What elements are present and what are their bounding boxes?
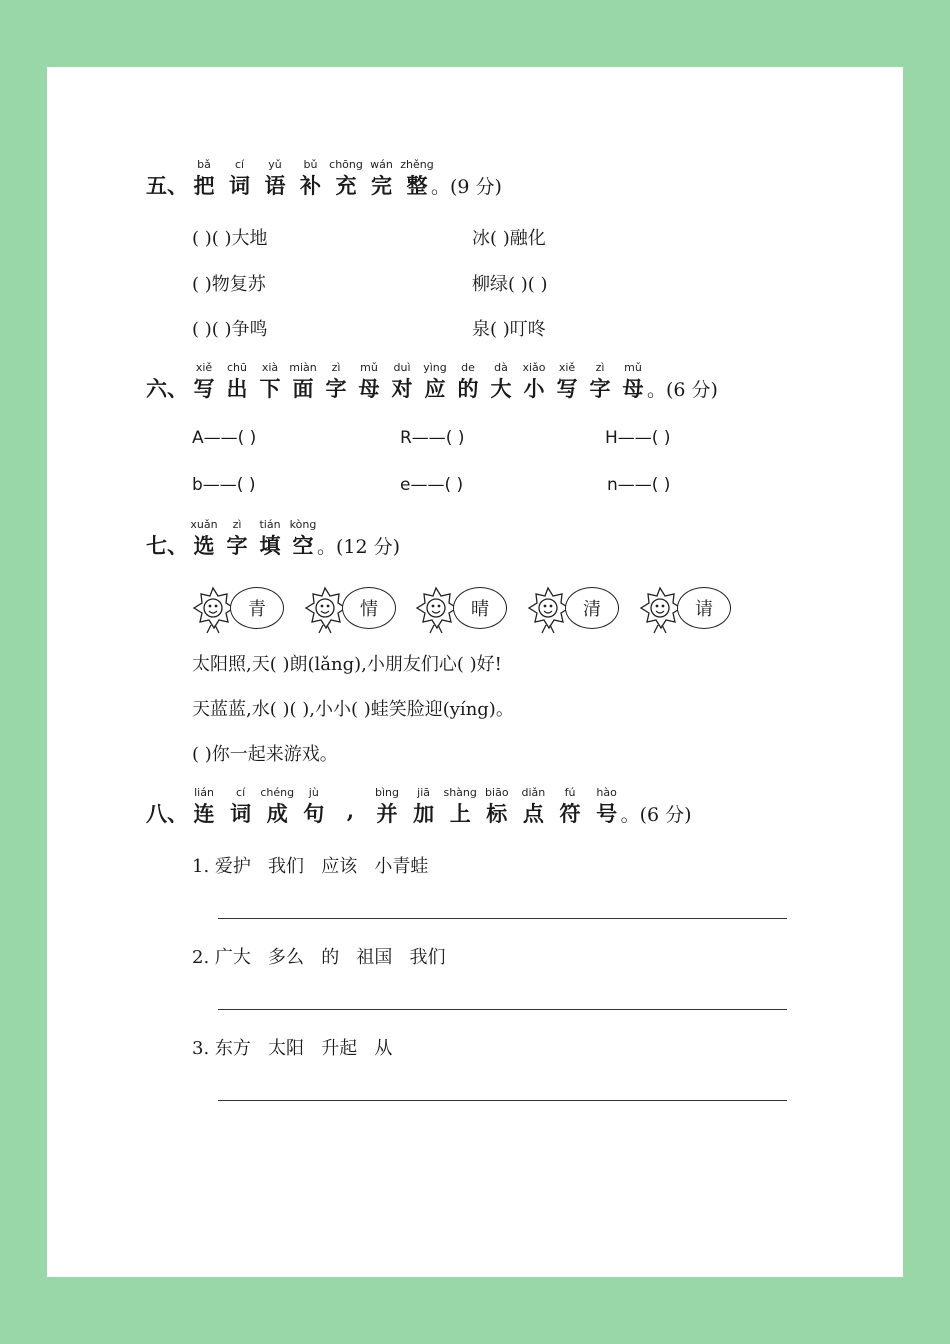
title-char-1: 写 (193, 376, 215, 401)
option-char: 晴 (453, 587, 507, 629)
pinyin-9: biāo (485, 786, 509, 799)
pinyin-2: cí (236, 786, 246, 799)
s5-line-3: ( )物复苏 (192, 274, 266, 295)
title-char-3: 成 (266, 801, 288, 826)
pinyin-2: zì (232, 518, 242, 531)
s5-line-4: 柳绿( )( ) (472, 274, 548, 295)
pinyin-3: chéng (260, 786, 295, 799)
flower-icon (302, 585, 348, 639)
title-char-1: 选 (193, 533, 215, 558)
option-char: 情 (342, 587, 396, 629)
section-seven-title (146, 518, 646, 562)
option-char: 清 (565, 587, 619, 629)
pinyin-12: hào (596, 786, 617, 799)
title-char-4: 句 (303, 801, 325, 826)
pinyin-6: wán (370, 158, 393, 171)
section-six-title (146, 361, 866, 405)
pinyin-1: bǎ (197, 158, 211, 171)
s5-line-2: 冰( )融化 (472, 228, 546, 249)
pinyin-13: zì (595, 361, 605, 374)
title-char-12: 号 (596, 801, 618, 826)
s7-sentence-2: 天蓝蓝,水( )( ),小小( )蛙笑脸迎(yíng)。 (192, 699, 514, 720)
option-char: 请 (677, 587, 731, 629)
title-char-5: 充 (335, 173, 357, 198)
title-char-1: 把 (193, 173, 215, 198)
title-char-6: 完 (371, 173, 392, 198)
pinyin-3: yǔ (268, 158, 282, 171)
section-eight-title (146, 786, 866, 830)
title-char-2: 字 (226, 533, 248, 558)
s6-item-6: n——( ) (607, 475, 671, 495)
s5-line-6: 泉( )叮咚 (472, 319, 546, 340)
s5-line-1: ( )( )大地 (192, 228, 268, 249)
pinyin-1: lián (194, 786, 214, 799)
title-char-2: 词 (229, 173, 250, 198)
pinyin-11: xiǎo (522, 361, 546, 374)
section-number: 六、 (146, 376, 188, 401)
s5-line-5: ( )( )争鸣 (192, 319, 268, 340)
section-five-title (146, 158, 846, 202)
pinyin-7: jiā (417, 786, 431, 799)
pinyin-1: xuǎn (190, 518, 218, 531)
pinyin-10: diǎn (521, 786, 546, 799)
section-score: 。(6 分) (620, 804, 692, 826)
option-flower-5 (637, 583, 787, 637)
pinyin-5: chōng (329, 158, 363, 171)
s6-item-3: H——( ) (605, 428, 671, 448)
pinyin-5: zì (331, 361, 341, 374)
pinyin-4: miàn (289, 361, 317, 374)
pinyin-8: shàng (443, 786, 477, 799)
title-char-7: 加 (413, 801, 435, 826)
title-char-11: 符 (559, 801, 581, 826)
title-char-3: 语 (264, 173, 286, 198)
option-char: 青 (230, 587, 284, 629)
title-char-8: 应 (424, 376, 446, 401)
pinyin-6: mǔ (360, 361, 378, 374)
section-score: 。(6 分) (647, 379, 718, 401)
section-score: 。(9 分) (431, 176, 502, 198)
s6-item-2: R——( ) (400, 428, 465, 448)
title-char-2: 出 (226, 376, 248, 401)
title-char-5: 字 (325, 376, 347, 401)
pinyin-1: xiě (195, 361, 213, 374)
flower-icon (190, 585, 236, 639)
title-char-10: 大 (490, 376, 512, 401)
pinyin-6: bìng (375, 786, 399, 799)
s8-item-3: 3. 东方 太阳 升起 从 (192, 1038, 393, 1059)
title-char-13: 字 (589, 376, 611, 401)
title-char-12: 写 (556, 376, 578, 401)
title-char-4: 空 (292, 533, 314, 558)
s6-item-4: b——( ) (192, 475, 256, 495)
answer-line-1[interactable] (218, 918, 787, 919)
answer-line-2[interactable] (218, 1009, 787, 1010)
title-char-10: 点 (522, 801, 544, 826)
title-char-3: 填 (259, 533, 281, 558)
s8-item-2: 2. 广大 多么 的 祖国 我们 (192, 947, 446, 968)
flower-icon (637, 585, 683, 639)
section-score: 。(12 分) (317, 536, 401, 558)
s6-item-1: A——( ) (192, 428, 257, 448)
title-char-9: 标 (486, 801, 508, 826)
pinyin-12: xiě (558, 361, 576, 374)
title-char-11: 小 (523, 376, 545, 401)
title-char-6: 并 (376, 801, 398, 826)
flower-icon (525, 585, 571, 639)
pinyin-14: mǔ (624, 361, 642, 374)
s6-item-5: e——( ) (400, 475, 464, 495)
s7-sentence-1: 太阳照,天( )朗(lǎng),小朋友们心( )好! (192, 654, 502, 675)
answer-line-3[interactable] (218, 1100, 787, 1101)
pinyin-2: chū (227, 361, 247, 374)
pinyin-7: zhěng (400, 158, 434, 171)
title-char-9: 的 (457, 376, 479, 401)
s7-sentence-3: ( )你一起来游戏。 (192, 744, 338, 765)
pinyin-3: xià (261, 361, 279, 374)
pinyin-9: de (461, 361, 475, 374)
pinyin-11: fú (564, 786, 576, 799)
pinyin-4: jù (308, 786, 319, 799)
title-char-4: 补 (300, 173, 321, 198)
title-char-4: 面 (292, 376, 314, 401)
section-number: 七、 (146, 533, 188, 558)
title-char-7: 整 (406, 173, 428, 198)
title-char-5: , (346, 798, 355, 823)
pinyin-3: tián (259, 518, 281, 531)
title-char-1: 连 (193, 801, 215, 826)
s8-item-1: 1. 爱护 我们 应该 小青蛙 (192, 856, 429, 877)
title-char-6: 母 (358, 376, 380, 401)
title-char-7: 对 (391, 376, 413, 401)
pinyin-7: duì (393, 361, 411, 374)
pinyin-8: yìng (423, 361, 447, 374)
section-number: 八、 (146, 801, 188, 826)
pinyin-10: dà (494, 361, 508, 374)
pinyin-2: cí (234, 158, 245, 171)
section-number: 五、 (146, 173, 188, 198)
title-char-14: 母 (622, 376, 644, 401)
pinyin-4: bǔ (303, 158, 318, 171)
title-char-2: 词 (230, 801, 252, 826)
pinyin-4: kòng (289, 518, 317, 531)
title-char-3: 下 (259, 376, 281, 401)
flower-icon (413, 585, 459, 639)
title-char-8: 上 (449, 801, 471, 826)
